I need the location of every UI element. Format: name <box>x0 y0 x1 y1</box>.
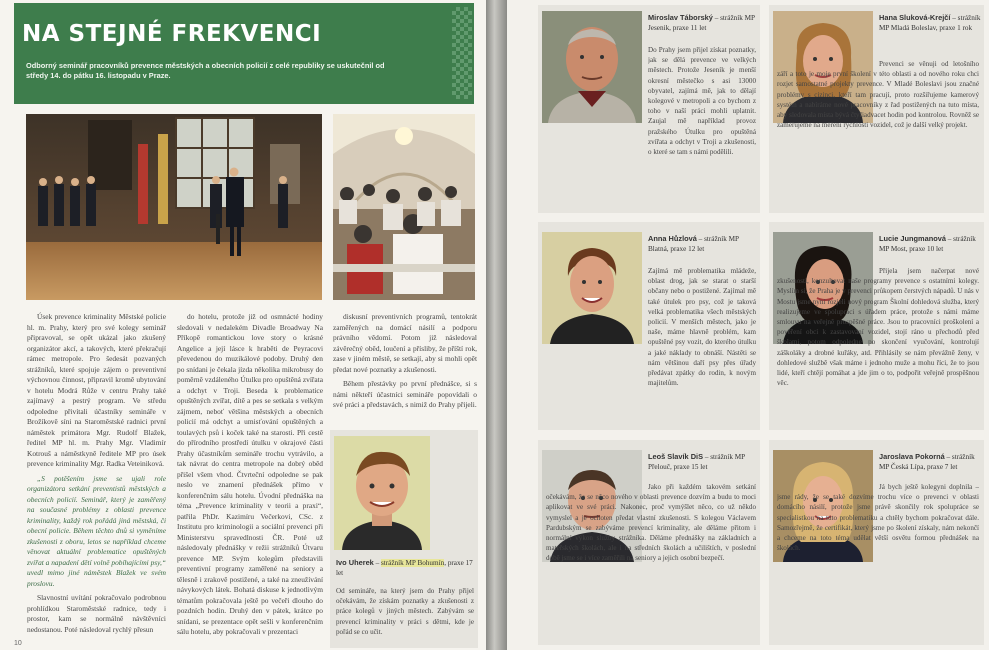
person-name: Jaroslava Pokorná <box>879 452 945 461</box>
person-role: – strážník MP Přelouč, praxe 15 let <box>648 453 745 471</box>
caption-slukova <box>879 13 981 47</box>
interview-box-uherek <box>330 430 478 648</box>
person-name: Leoš Slavík DiS <box>648 452 704 461</box>
text-column-3 <box>333 312 477 426</box>
interview-card-jungmanova <box>769 222 984 430</box>
caption-pokorna <box>879 452 981 474</box>
person-role: – strážník MP Česká Lípa, praxe 7 let <box>879 453 975 471</box>
paragraph: Slavnostní uvítání pokračovalo podrobnou prohlídkou Staroměstské radnice, tedy i prostor, kam se normálně návštěvníci nedostanou. Poté následoval rychlý přesun <box>27 593 166 634</box>
article-header <box>14 3 474 104</box>
person-role: – strážník MP Most, praxe 10 let <box>879 235 976 253</box>
interview-text-slukova: Prevenci se věnuji od letošního září a toto je moje první školení v této oblasti a od nového roku chci rozjet samostatné projekty prevence. V Mladé Boleslavi jsou značné problémy s cizinci, kteří tam pracují, proto rozšiřujeme kamerový systém a nabíráme nové pracovníky z řad postižených na tuto místa, aby sledovala místa bývá čtyřiadvacet hodin pod kontrolou. Rovněž se zaměřujeme na měření rychlosti vozidel, což je další velký projekt. <box>777 60 979 130</box>
interview-text-taborsky: Do Prahy jsem přijel získat poznatky, jak se dělá prevence ve velkých městech. Protože Jeseník je menší okresní městečko s asi 13000 obyvatel, zajímá mě, jak to dělají kolegové v metropoli a co bychom z toho v naší práci mohli uplatnit. Zaujal mě například provoz pražského Útulku pro opuštěná zvířata a odchyt v Troji a zkušenosti, o které se tam s námi podělili. <box>648 46 756 157</box>
caption-slavik <box>648 452 758 474</box>
caption-taborsky <box>648 13 758 35</box>
paragraph: do hotelu, protože již od osmnácté hodiny sledovali v nedalekém Divadle Broadway Na Příkopě romantickou love story o krásné Angelice a její lásce k hraběti de Peyracovi převedenou do muzikálové podoby. Druhý den po snídani je čekala jízda několika mikrobusy do poměrně vzdáleného Útulku pro opuštěná zvířata a odchyt v Troji. Beseda k problematice opuštěných zvířat, dítě a pes se setkala s velkým zájmem, neboť většina městských a obecních policií má odchyt a umisťování opuštěných a toulavých psů i koček také na starosti. Při cestě do přírodního prostředí útulku v okrajové části Prahy účastníkům semináře trochu vytrávilo, a tak návrat do centra metropole na dobrý oběd přišel všem vhod. Čtvrteční odpoledne se pak neslo ve znamení přednášek přímo v konferenčním sálu hotelu. Úvodní přednáška na téma „Prevence kriminality v teorii a praxi“, patřila PhDr. Kazimíru Večerkovi, CSc. z Institutu pro kriminologii a sociální prevenci při Ministerstvu spravedlnosti ČR. Poté už následovaly přednášky v režii strážníků Útvaru prevence MP. Svým kolegům představili preventivní programy zaměřené na seniory a tělesně i zrakově postižené, a také na zneužívání návykových látek. Bohatá diskuse k jednotlivým tématům pokračovala ještě po večeři dlouho do pozdních hodin. Druhý den v pátek, krátce po snídani, se prezentace opět sešli v konferenčním sálu hotelu, aby pokračovali v prezentaci <box>177 312 323 636</box>
caption-huzlova <box>648 234 758 256</box>
interview-text-pokorna: Já bych ještě kolegyni doplnila – jsme rády, že se také dozvíme trochu více o prevenci v oblasti domácího násilí, protože jsme právě skončily rok spolupráce se specialistkou na tuto problematiku a chtěly bychom pokračovat dále. Samozřejmě, že certifikát, který jsme po školení získaly, nám nekončí a chceme na toto téma udělat větší osvětu formou přednášek na školách. <box>777 483 979 553</box>
interview-card-slavik <box>538 440 760 645</box>
portrait-taborsky <box>542 11 642 123</box>
right-page <box>507 0 989 650</box>
article-lead: Odborný seminář pracovníků prevence městských a obecních policií z celé republiky se uskutečnil od středy 14. do pátku 16. listopadu v Praze. <box>26 61 385 80</box>
paragraph: diskusní preventivních programů, tentokrát zaměřených na domácí násilí a podporu právního vědomí. Potom již následoval závěrečný oběd, loučení a přísliby, že příští rok, zase v jiném městě, se setkají, aby si mohli opět předat nové poznatky a zkušenosti. <box>333 312 477 374</box>
interview-text-slavik: Jako při každém takovém setkání očekávám, že se něco nového v oblasti prevence dozvím a budu to moci aplikovat ve své práci. Nakonec, proč vymýšlet něco, co už někdo vymyslel a je ochoten předat vlastní zkušenosti. S kolegou Václavem Pardubským se zabýváme prevencí kriminality, ale děláme přitom i normální výkon služby strážníka. Děláme přednášky na základních a mateřských školách, ale i na středních školách a učilištích, v poslední době jsme se i více zaměřili na seniory a jejich osobní bezpečí. <box>546 483 756 563</box>
person-role: – strážník MP Jesenik, praxe 11 let <box>648 14 755 32</box>
paragraph: Během přestávky po první přednášce, si s námi někteří účastníci semináře popovídali o své práci a představách, s nimiž do Prahy přijeli. <box>333 379 477 409</box>
person-name: Hana Sluková-Krejčí <box>879 13 951 22</box>
person-name: Ivo Uherek <box>336 558 374 567</box>
interview-card-taborsky <box>538 5 760 213</box>
interview-text-uherek: Od semináře, na který jsem do Prahy přijel očekávám, že získám poznatky a zkušenosti z práce kolegů v jiných městech. Zabývám se prevencí kriminality v práci s dětmi, kde je pořád se co učit. <box>336 587 474 636</box>
interview-text-jungmanova: Přijela jsem načerpat nové zkušenosti, konzultovat naše programy prevence s ostatními kolegy. Myslím si, že Praha je v prevenci průkopem čerstvých nápadů. U nás v Mostu jsme nyní rozjeli nový program Školní dohledová služba, který realizujeme ve spolupráci s úřadem práce, protože s námi máme smlouvu na veřejně prospěšné práce. Jsou to pracovníci proškolení a pověření obcí k zastavování vozidel, stojí ráno u přechodů před školami, potom odpoledne po skončení vyučování, kontrolují záškoláky a drobné kuřáky, atd. Přihlásily se nám převážně ženy, v dohledové službě však máme i jednoho muže a mohu říci, že to jsou lidé, kteří chtějí pomáhat a jde jim o to, podpořit veřejně prospěšnou věc. <box>777 267 979 388</box>
person-name: Lucie Jungmanová <box>879 234 946 243</box>
caption-uherek <box>336 558 474 582</box>
interview-card-huzlova <box>538 222 760 430</box>
photo-conference-room <box>333 114 475 300</box>
text-column-2 <box>177 312 323 648</box>
portrait-uherek <box>334 436 430 550</box>
person-name: Anna Hůzlová <box>648 234 697 243</box>
person-role-highlight: strážník MP Bohumín <box>380 559 445 567</box>
person-role-rest: , praxe 17 let <box>336 559 473 577</box>
person-role: – strážník MP Mladá Boleslav, praxe 1 rok <box>879 14 981 32</box>
interview-text-huzlova: Zajímá mě problematika mládeže, oblast drog, jak se starat o starší občany nebo o postižené. Zajímal mě také útulek pro psy, což je taková velká problematika všech městských policií. V menších městech, jako je naše, máme hlavně problém, kam opuštěné psy vozit, do kterého útulku a jaké náklady to obnáší. Nástěti se nám většinou daří psy přes úřady předávat zpátky do rodin, k novým majitelům. <box>648 267 756 388</box>
page-number: 10 <box>14 640 22 647</box>
photo-ceremony-hall <box>26 114 322 300</box>
caption-dash: – <box>373 559 381 567</box>
paragraph: Úsek prevence kriminality Městské policie hl. m. Prahy, který pro své kolegy seminář připravoval, se opět ukázal jako zkušený organizátor akcí, a takových, které překračují rámec metropole. Pro šedesát pozvaných strážníků, které spojuje zájem o preventivní výchovnou činnost, připravil kromě ubytování v hotelu Modrá Růže v centru Prahy také zajímavý a pestrý program. Ve středu odpoledne přivítali účastníky semináře v Brožíkově síni na Staroměstské radnici první náměstek primátora Mgr. Rudolf Blažek, ředitel MP hl. m. Prahy Mgr. Vladimír Kotrouš a náměstkyně ředitele MP pro úsek prevence kriminality Mgr. Radka Veteiniková. <box>27 312 166 468</box>
portrait-huzlova <box>542 232 642 344</box>
interview-card-pokorna <box>769 440 984 645</box>
caption-jungmanova <box>879 234 981 256</box>
quote-paragraph: „S potěšením jsme se ujali role organizátora setkání preventistů městských a obecních policií. Seminář, který je zaměřený na současné problémy z oblasti prevence kriminality, každý rok pořádá jiná městská, či obecní policie. Během těchto dnů si vyměníme zkušenosti z oboru, letos se například chceme věnovat aktuální problematice opuštěných zvířat a napadení dětí volně pobíhajícími psy,“ uvedl mimo jiné náměstek Blažek ve svém proslovu. <box>27 473 166 588</box>
text-column-1 <box>27 312 166 648</box>
person-name: Miroslav Táborský <box>648 13 713 22</box>
left-page <box>0 0 486 650</box>
article-title: NA STEJNÉ FREKVENCI <box>22 21 322 47</box>
checker-pattern <box>452 7 472 99</box>
person-role: – strážník MP Blatná, praxe 12 let <box>648 235 739 253</box>
interview-card-slukova <box>769 5 984 213</box>
page-gutter <box>486 0 507 650</box>
